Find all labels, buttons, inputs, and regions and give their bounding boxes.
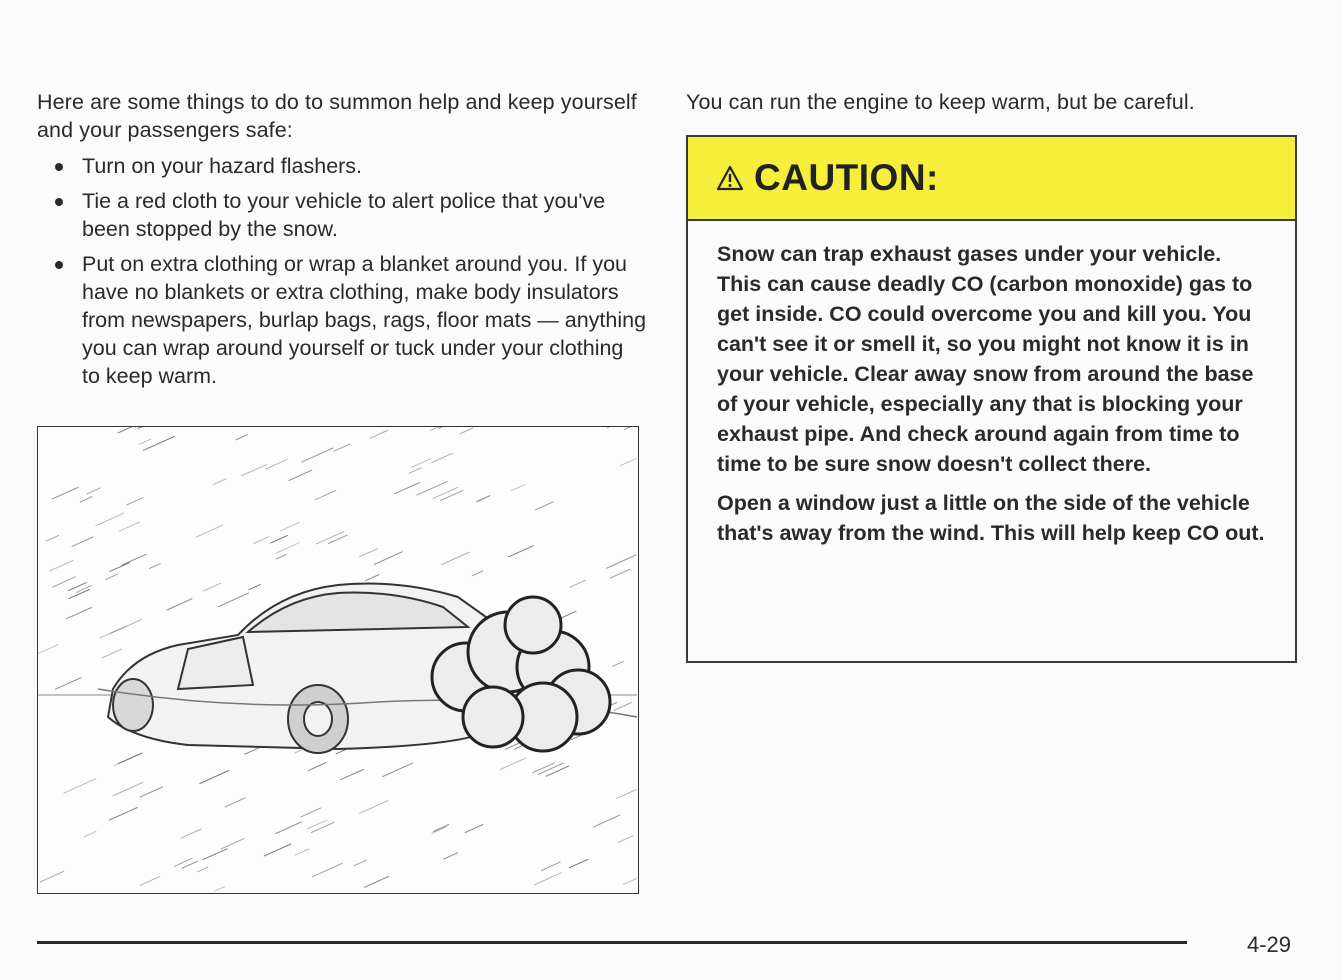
snow-streak	[301, 808, 321, 817]
car-in-snow-illustration	[37, 426, 639, 894]
snow-streak	[593, 815, 619, 827]
snow-streak	[360, 800, 389, 813]
snow-streak	[570, 580, 585, 587]
snow-streak	[618, 836, 633, 843]
snow-streak	[139, 439, 151, 444]
snow-streak	[460, 428, 473, 434]
snow-streak	[80, 497, 92, 503]
snow-streak	[225, 798, 245, 807]
snow-streak	[266, 459, 287, 469]
list-item	[37, 187, 647, 243]
snow-streak	[623, 877, 637, 884]
snow-streak	[472, 571, 483, 576]
snow-streak	[328, 535, 347, 543]
snow-streak	[53, 487, 79, 499]
snow-streak	[412, 459, 431, 468]
snow-streak	[374, 552, 402, 565]
snow-streak	[302, 448, 333, 462]
snow-streak	[442, 552, 470, 564]
snow-streak	[84, 831, 96, 836]
safety-bullet-list	[37, 152, 647, 390]
snow-streak	[67, 608, 92, 619]
snow-streak	[106, 574, 118, 580]
snow-streak	[569, 860, 587, 868]
snow-streak	[219, 593, 249, 607]
snow-streak	[110, 808, 138, 821]
snow-streak	[144, 437, 175, 451]
list-item	[37, 250, 647, 390]
snow-streak	[198, 867, 208, 872]
snow-streak	[236, 435, 247, 440]
snow-streak	[624, 427, 636, 429]
bullet-icon	[55, 198, 63, 206]
bullet-text: Tie a red cloth to your vehicle to alert police that you've been stopped by the snow.	[82, 189, 606, 241]
snow-streak	[214, 479, 227, 485]
snow-streak	[308, 763, 325, 771]
snow-streak	[127, 498, 143, 505]
snow-streak	[118, 427, 144, 433]
snow-streak	[40, 871, 64, 882]
snow-streak	[434, 825, 449, 832]
snow-streak	[512, 484, 526, 490]
snow-streak	[465, 825, 483, 833]
snow-streak	[341, 770, 364, 780]
snow-streak	[264, 844, 291, 856]
snow-streak	[439, 427, 454, 428]
snow-streak	[334, 444, 350, 451]
snow-streak	[120, 522, 140, 531]
snow-streak	[50, 561, 74, 572]
snow-streak	[122, 554, 146, 565]
caution-box	[686, 135, 1297, 663]
snow-streak	[276, 555, 286, 560]
snow-streak	[621, 453, 638, 466]
snow-streak	[535, 502, 553, 510]
snow-streak	[441, 490, 463, 500]
snow-streak	[203, 583, 220, 591]
snow-streak	[254, 537, 269, 544]
snow-streak	[140, 787, 163, 797]
snow-streak	[113, 783, 143, 796]
snow-streak	[96, 513, 124, 525]
snow-streak	[500, 758, 525, 769]
snow-streak	[417, 482, 447, 496]
caution-header	[688, 137, 1295, 221]
snow-streak	[138, 427, 167, 428]
snow-streak	[617, 785, 637, 799]
snow-streak	[370, 431, 387, 439]
left-column	[37, 88, 647, 397]
right-column	[686, 88, 1298, 663]
engine-warm-text: You can run the engine to keep warm, but be careful.	[686, 90, 1195, 114]
snow-streak	[46, 535, 59, 541]
snow-streak	[276, 822, 302, 834]
snow-streak	[395, 482, 420, 493]
intro-text: Here are some things to do to summon help and keep yourself and your passengers safe:	[37, 90, 637, 142]
snow-streak	[541, 862, 560, 871]
snow-streak	[365, 877, 389, 888]
snow-streak	[181, 829, 201, 838]
bullet-text: Turn on your hazard flashers.	[82, 154, 363, 178]
snow-streak	[360, 549, 378, 557]
snow-streak	[477, 496, 490, 502]
page-number: 4-29	[1247, 932, 1292, 957]
snow-streak	[110, 563, 130, 572]
snow-streak	[214, 887, 224, 892]
caution-title: CAUTION:	[754, 157, 939, 198]
snow-streak	[289, 470, 312, 480]
snow-streak	[87, 488, 100, 494]
snow-streak	[366, 575, 379, 581]
snow-streak	[432, 827, 447, 834]
snow-streak	[610, 569, 630, 578]
snow-streak	[64, 779, 96, 793]
snow-streak	[354, 860, 366, 865]
snow-streak	[249, 585, 261, 590]
snow-streak	[102, 649, 121, 658]
list-item	[37, 152, 647, 180]
snow-streak	[53, 577, 76, 587]
bullet-icon	[55, 261, 63, 269]
caution-paragraph: Open a window just a little on the side of the vehicle that's away from the wind. This will help keep CO out.	[717, 491, 1265, 545]
snow-streak	[315, 491, 336, 500]
snow-streak	[271, 536, 288, 544]
snow-streak	[276, 543, 299, 553]
snow-streak	[242, 464, 267, 475]
snow-streak	[221, 839, 244, 850]
bullet-text: Put on extra clothing or wrap a blanket around you. If you have no blankets or extra clothing, make body insulators from newspapers, burlap bags, rags, floor mats — anything you can wrap around yourself or tuck under your clothing to keep warm.	[82, 252, 647, 388]
snow-streak	[614, 703, 631, 711]
snow-streak	[150, 564, 161, 569]
snow-streak	[100, 626, 127, 638]
snow-streak	[118, 753, 141, 763]
snow-streak	[430, 427, 440, 431]
snow-streak	[409, 468, 421, 473]
snow-streak	[295, 849, 309, 855]
caution-body	[688, 221, 1295, 548]
snow-streak	[433, 488, 458, 499]
snow-streak	[444, 853, 458, 859]
snow-streak	[509, 546, 534, 557]
snow-streak	[203, 849, 227, 860]
snow-streak	[38, 645, 58, 654]
snow-streak	[383, 763, 413, 777]
snow-streak	[196, 525, 222, 537]
snow-streak	[534, 873, 561, 885]
illustration-svg	[38, 427, 637, 892]
snow-streak	[308, 820, 328, 829]
snow-streak	[432, 453, 453, 462]
snow-streak	[140, 876, 160, 885]
snow-streak	[317, 532, 344, 544]
snow-streak	[72, 537, 93, 546]
snow-streak	[533, 763, 555, 773]
snow-streak	[167, 599, 192, 610]
warning-triangle-icon	[716, 165, 744, 191]
snow-streak	[546, 766, 569, 776]
snow-streak	[200, 771, 229, 784]
snow-streak	[311, 822, 334, 832]
bullet-icon	[55, 163, 63, 171]
snow-streak	[613, 661, 624, 666]
snow-streak	[313, 863, 343, 876]
snow-streak	[56, 678, 82, 689]
snow-streak	[607, 427, 624, 428]
snow-streak	[281, 522, 300, 530]
footer-rule	[37, 941, 1187, 944]
snow-streak	[607, 555, 636, 568]
caution-paragraph: Snow can trap exhaust gases under your vehicle. This can cause deadly CO (carbon monoxide) gas to get inside. CO could overcome you and kill you. You can't see it or smell it, so you might not know it is in your vehicle. Clear away snow from around the base of your vehicle, especially any that is blocking your exhaust pipe. And check around again from time to time to be sure snow doesn't collect there.	[717, 242, 1254, 476]
